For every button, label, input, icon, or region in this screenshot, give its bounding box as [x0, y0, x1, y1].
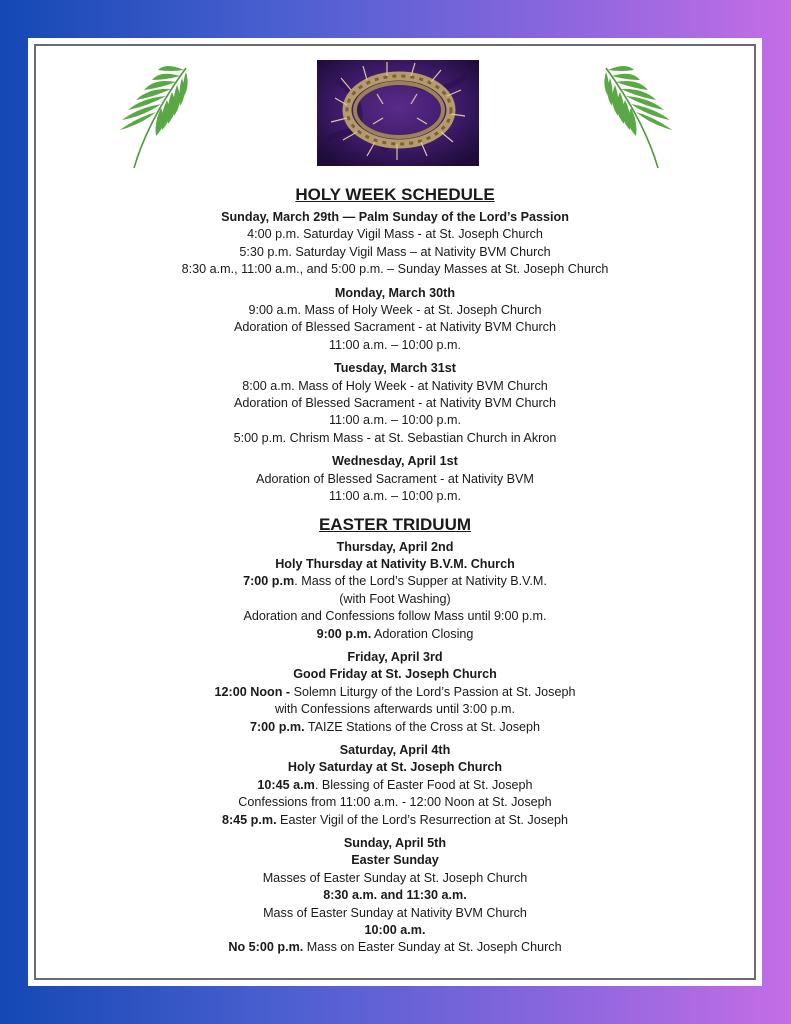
schedule-line: Adoration and Confessions follow Mass until 9:00 p.m. — [243, 609, 547, 624]
day-title: Saturday, April 4th — [339, 742, 451, 757]
day-title: Tuesday, March 31st — [333, 361, 457, 376]
day-title: Wednesday, April 1st — [332, 454, 458, 469]
holy-week-heading: HOLY WEEK SCHEDULE — [295, 185, 495, 204]
schedule-line: Masses of Easter Sunday at St. Joseph Church — [262, 870, 528, 885]
schedule-line: (with Foot Washing) — [339, 591, 451, 606]
schedule-line: 9:00 a.m. Mass of Holy Week - at St. Joseph Church — [248, 303, 542, 318]
time-label: 10:00 a.m. — [364, 923, 426, 938]
schedule-line: 5:00 p.m. Chrism Mass - at St. Sebastian Church in Akron — [233, 430, 557, 445]
day-title: Monday, March 30th — [334, 285, 456, 300]
day-subtitle: Good Friday at St. Joseph Church — [293, 667, 497, 682]
palm-branch-icon — [114, 60, 194, 170]
schedule-line: Adoration of Blessed Sacrament - at Nativity BVM Church — [234, 320, 556, 335]
schedule-line: 8:30 a.m., 11:00 a.m., and 5:00 p.m. – Sunday Masses at St. Joseph Church — [181, 262, 609, 277]
schedule-text: TAIZE Stations of the Cross at St. Joseph — [304, 719, 541, 734]
day-title: Sunday, March 29th — Palm Sunday of the Lord’s Passion — [221, 210, 569, 224]
schedule-line: 11:00 a.m. – 10:00 p.m. — [328, 413, 462, 428]
schedule-text: Mass on Easter Sunday at St. Joseph Church — [303, 940, 562, 955]
schedule-text: . Mass of the Lord’s Supper at Nativity B.V.M. — [294, 574, 547, 589]
schedule-line — [28, 939, 762, 956]
day-block-wednesday — [28, 453, 762, 505]
schedule-line: Adoration of Blessed Sacrament - at Nativity BVM Church — [234, 396, 556, 411]
day-title: Sunday, April 5th — [343, 836, 447, 850]
schedule-line: 8:00 a.m. Mass of Holy Week - at Nativity BVM Church — [242, 378, 548, 393]
schedule-text: Solemn Liturgy of the Lord’s Passion at St. Joseph — [290, 684, 576, 699]
time-label: 7:00 p.m — [243, 574, 295, 589]
time-label: 12:00 Noon - — [214, 684, 291, 699]
schedule-line: 5:30 p.m. Saturday Vigil Mass – at Nativity BVM Church — [239, 244, 551, 259]
schedule-text: . Blessing of Easter Food at St. Joseph — [314, 777, 533, 792]
schedule-line — [28, 812, 762, 829]
day-block-holy-saturday — [28, 742, 762, 829]
crown-of-thorns-image — [317, 60, 479, 166]
schedule-line — [28, 777, 762, 794]
easter-triduum-heading: EASTER TRIDUUM — [318, 514, 472, 534]
schedule-line: 4:00 p.m. Saturday Vigil Mass - at St. Joseph Church — [247, 227, 543, 242]
schedule-line — [28, 684, 762, 701]
day-block-holy-thursday — [28, 539, 762, 643]
time-label: 10:45 a.m — [257, 777, 315, 792]
schedule-line: 11:00 a.m. – 10:00 p.m. — [328, 489, 462, 504]
day-block-good-friday — [28, 649, 762, 736]
schedule-line: 11:00 a.m. – 10:00 p.m. — [328, 337, 462, 352]
schedule-line: Confessions from 11:00 a.m. - 12:00 Noon at St. Joseph — [238, 795, 552, 810]
schedule-content — [28, 180, 762, 963]
schedule-line — [28, 573, 762, 590]
flyer-card — [28, 38, 762, 986]
day-subtitle: Easter Sunday — [351, 853, 439, 868]
schedule-line — [28, 626, 762, 643]
schedule-line: with Confessions afterwards until 3:00 p.m. — [274, 702, 516, 717]
day-subtitle: Holy Saturday at St. Joseph Church — [287, 760, 503, 775]
day-subtitle: Holy Thursday at Nativity B.V.M. Church — [275, 556, 515, 571]
day-block-easter-sunday — [28, 835, 762, 957]
time-label: 8:45 p.m. — [221, 812, 277, 827]
schedule-text: Easter Vigil of the Lord’s Resurrection at St. Joseph — [276, 812, 569, 827]
day-title: Thursday, April 2nd — [336, 539, 454, 554]
schedule-text: Adoration Closing — [371, 626, 474, 641]
palm-branch-icon — [598, 60, 678, 170]
day-block-tuesday — [28, 360, 762, 447]
day-title: Friday, April 3rd — [347, 649, 443, 664]
day-block-palm-sunday — [28, 209, 762, 279]
day-block-monday — [28, 285, 762, 355]
time-label: 9:00 p.m. — [316, 626, 372, 641]
schedule-line — [28, 719, 762, 736]
schedule-line: Mass of Easter Sunday at Nativity BVM Church — [263, 905, 527, 920]
time-label: 8:30 a.m. and 11:30 a.m. — [323, 888, 467, 903]
time-label: 7:00 p.m. — [249, 719, 305, 734]
time-label: No 5:00 p.m. — [228, 940, 304, 955]
schedule-line: Adoration of Blessed Sacrament - at Nativity BVM — [256, 471, 534, 486]
